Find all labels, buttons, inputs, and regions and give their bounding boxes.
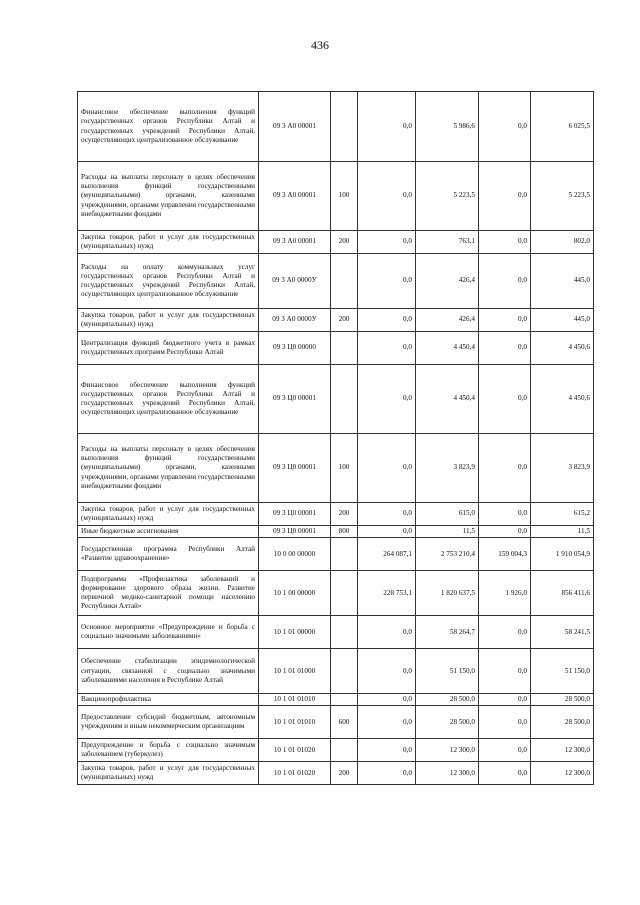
- amount-col-3: 0,0: [479, 92, 531, 162]
- target-code: 09 3 Ц0 00001: [259, 434, 331, 503]
- row-name: Закупка товаров, работ и услуг для государственных (муниципальных) нужд: [78, 309, 259, 332]
- amount-col-4: 6 025,5: [531, 92, 594, 162]
- target-code: 10 1 01 01020: [259, 739, 331, 762]
- amount-col-2: 5 986,6: [416, 92, 479, 162]
- amount-col-1: 0,0: [358, 503, 416, 526]
- row-name: Закупка товаров, работ и услуг для государственных (муниципальных) нужд: [78, 503, 259, 526]
- amount-col-3: 0,0: [479, 739, 531, 762]
- budget-table: [77, 91, 594, 785]
- amount-col-3: 0,0: [479, 526, 531, 538]
- amount-col-2: 28 500,0: [416, 694, 479, 706]
- target-code: 10 1 01 00000: [259, 616, 331, 649]
- row-name: Обеспечение стабилизации эпидемиологической ситуации, связанной с социально значимыми заболеваниями населения в Республике Алтай: [78, 649, 259, 694]
- expense-type: 100: [331, 434, 358, 503]
- amount-col-1: 228 753,1: [358, 571, 416, 616]
- table-row: [78, 571, 594, 616]
- amount-col-2: 763,1: [416, 231, 479, 254]
- expense-type: [331, 254, 358, 309]
- amount-col-4: 1 910 054,9: [531, 538, 594, 571]
- amount-col-3: 0,0: [479, 694, 531, 706]
- table-row: [78, 365, 594, 434]
- row-name: Предоставление субсидий бюджетным, автономным учреждениям и иным некоммерческим организациям: [78, 706, 259, 739]
- amount-col-4: 3 823,9: [531, 434, 594, 503]
- expense-type: [331, 332, 358, 365]
- target-code: 10 1 00 00000: [259, 571, 331, 616]
- amount-col-3: 0,0: [479, 332, 531, 365]
- row-name: Вакцинопрофилактика: [78, 694, 259, 706]
- amount-col-4: 5 223,5: [531, 162, 594, 231]
- amount-col-3: 1 926,0: [479, 571, 531, 616]
- row-name: Предупреждение и борьба с социально значимым заболеванием (туберкулез): [78, 739, 259, 762]
- row-name: Государственная программа Республики Алтай «Развитие здравоохранения»: [78, 538, 259, 571]
- amount-col-1: 0,0: [358, 762, 416, 785]
- expense-type: 200: [331, 762, 358, 785]
- amount-col-3: 159 004,3: [479, 538, 531, 571]
- row-name: Закупка товаров, работ и услуг для государственных (муниципальных) нужд: [78, 231, 259, 254]
- target-code: 10 0 00 00000: [259, 538, 331, 571]
- amount-col-3: 0,0: [479, 616, 531, 649]
- amount-col-2: 5 223,5: [416, 162, 479, 231]
- target-code: 10 1 01 01010: [259, 694, 331, 706]
- target-code: 09 3 Ц0 00001: [259, 503, 331, 526]
- row-name: Финансовое обеспечение выполнения функций государственных органов Республики Алтай и государственных учреждений Республики Алтай, осуществляющих централизованное обслуживание: [78, 92, 259, 162]
- table-row: [78, 162, 594, 231]
- amount-col-4: 58 241,5: [531, 616, 594, 649]
- expense-type: 600: [331, 706, 358, 739]
- table-row: [78, 526, 594, 538]
- amount-col-1: 0,0: [358, 526, 416, 538]
- target-code: 09 3 Ц0 00001: [259, 526, 331, 538]
- expense-type: [331, 616, 358, 649]
- amount-col-3: 0,0: [479, 365, 531, 434]
- amount-col-4: 51 150,0: [531, 649, 594, 694]
- amount-col-4: 12 300,0: [531, 762, 594, 785]
- amount-col-1: 0,0: [358, 616, 416, 649]
- row-name: Расходы на выплаты персоналу в целях обеспечения выполнения функций государственными (муниципальными) органами, казенными учреждениями, органами управления государственными внебюджетными фондами: [78, 434, 259, 503]
- amount-col-2: 4 450,4: [416, 365, 479, 434]
- target-code: 09 3 А0 00001: [259, 231, 331, 254]
- row-name: Подпрограмма «Профилактика заболеваний и формирование здорового образа жизни. Развитие первичной медико-санитарной помощи населению Республики Алтай»: [78, 571, 259, 616]
- amount-col-2: 12 300,0: [416, 739, 479, 762]
- amount-col-2: 2 753 210,4: [416, 538, 479, 571]
- target-code: 09 3 А0 00001: [259, 162, 331, 231]
- amount-col-2: 615,0: [416, 503, 479, 526]
- expense-type: 200: [331, 309, 358, 332]
- amount-col-1: 0,0: [358, 706, 416, 739]
- amount-col-4: 615,2: [531, 503, 594, 526]
- amount-col-2: 11,5: [416, 526, 479, 538]
- target-code: 09 3 А0 00001: [259, 92, 331, 162]
- amount-col-1: 0,0: [358, 365, 416, 434]
- expense-type: [331, 739, 358, 762]
- table-row: [78, 434, 594, 503]
- expense-type: 800: [331, 526, 358, 538]
- amount-col-2: 58 264,7: [416, 616, 479, 649]
- amount-col-2: 3 823,9: [416, 434, 479, 503]
- row-name: Централизация функций бюджетного учета в рамках государственных программ Республики Алтай: [78, 332, 259, 365]
- amount-col-3: 0,0: [479, 706, 531, 739]
- row-name: Расходы на оплату коммунальных услуг государственных органов Республики Алтай и государственных учреждений Республики Алтай, осуществляющих централизованное обслуживание: [78, 254, 259, 309]
- table-row: [78, 503, 594, 526]
- row-name: Основное мероприятие «Предупреждение и борьба с социально значимыми заболеваниями»: [78, 616, 259, 649]
- amount-col-4: 4 450,6: [531, 332, 594, 365]
- target-code: 09 3 А0 0000У: [259, 309, 331, 332]
- amount-col-3: 0,0: [479, 231, 531, 254]
- expense-type: 100: [331, 162, 358, 231]
- amount-col-1: 0,0: [358, 309, 416, 332]
- amount-col-1: 0,0: [358, 739, 416, 762]
- table-body: [78, 92, 594, 785]
- table-row: [78, 332, 594, 365]
- amount-col-3: 0,0: [479, 162, 531, 231]
- amount-col-1: 0,0: [358, 434, 416, 503]
- row-name: Расходы на выплаты персоналу в целях обеспечения выполнения функций государственными (муниципальными) органами, казенными учреждениями, органами управления государственными внебюджетными фондами: [78, 162, 259, 231]
- expense-type: [331, 92, 358, 162]
- table-row: [78, 92, 594, 162]
- amount-col-1: 0,0: [358, 231, 416, 254]
- expense-type: [331, 538, 358, 571]
- amount-col-2: 51 150,0: [416, 649, 479, 694]
- amount-col-2: 1 820 637,5: [416, 571, 479, 616]
- table-row: [78, 694, 594, 706]
- expense-type: [331, 365, 358, 434]
- amount-col-3: 0,0: [479, 254, 531, 309]
- table-row: [78, 739, 594, 762]
- table-row: [78, 231, 594, 254]
- amount-col-4: 11,5: [531, 526, 594, 538]
- amount-col-1: 0,0: [358, 92, 416, 162]
- amount-col-1: 0,0: [358, 332, 416, 365]
- page-number: 436: [311, 38, 329, 52]
- row-name: Иные бюджетные ассигнования: [78, 526, 259, 538]
- target-code: 10 1 01 01000: [259, 649, 331, 694]
- table-row: [78, 649, 594, 694]
- target-code: 10 1 01 01020: [259, 762, 331, 785]
- amount-col-1: 264 087,1: [358, 538, 416, 571]
- target-code: 09 3 Ц0 00000: [259, 332, 331, 365]
- table-row: [78, 538, 594, 571]
- amount-col-4: 856 411,6: [531, 571, 594, 616]
- table-row: [78, 762, 594, 785]
- amount-col-3: 0,0: [479, 309, 531, 332]
- amount-col-3: 0,0: [479, 434, 531, 503]
- expense-type: 200: [331, 503, 358, 526]
- amount-col-4: 802,0: [531, 231, 594, 254]
- amount-col-4: 445,0: [531, 254, 594, 309]
- expense-type: 200: [331, 231, 358, 254]
- amount-col-2: 426,4: [416, 254, 479, 309]
- expense-type: [331, 571, 358, 616]
- amount-col-4: 12 300,0: [531, 739, 594, 762]
- table-row: [78, 616, 594, 649]
- row-name: Финансовое обеспечение выполнения функций государственных органов Республики Алтай и государственных учреждений Республики Алтай, осуществляющих централизованное обслуживание: [78, 365, 259, 434]
- amount-col-4: 4 450,6: [531, 365, 594, 434]
- amount-col-3: 0,0: [479, 503, 531, 526]
- amount-col-2: 426,4: [416, 309, 479, 332]
- amount-col-1: 0,0: [358, 694, 416, 706]
- amount-col-3: 0,0: [479, 649, 531, 694]
- amount-col-2: 28 500,0: [416, 706, 479, 739]
- amount-col-3: 0,0: [479, 762, 531, 785]
- table-row: [78, 706, 594, 739]
- amount-col-1: 0,0: [358, 649, 416, 694]
- amount-col-2: 4 450,4: [416, 332, 479, 365]
- amount-col-4: 445,0: [531, 309, 594, 332]
- expense-type: [331, 694, 358, 706]
- expense-type: [331, 649, 358, 694]
- amount-col-2: 12 300,0: [416, 762, 479, 785]
- target-code: 10 1 01 01010: [259, 706, 331, 739]
- amount-col-1: 0,0: [358, 162, 416, 231]
- amount-col-4: 28 500,0: [531, 706, 594, 739]
- target-code: 09 3 Ц0 00001: [259, 365, 331, 434]
- row-name: Закупка товаров, работ и услуг для государственных (муниципальных) нужд: [78, 762, 259, 785]
- table-row: [78, 254, 594, 309]
- table-row: [78, 309, 594, 332]
- amount-col-4: 28 500,0: [531, 694, 594, 706]
- amount-col-1: 0,0: [358, 254, 416, 309]
- target-code: 09 3 А0 0000У: [259, 254, 331, 309]
